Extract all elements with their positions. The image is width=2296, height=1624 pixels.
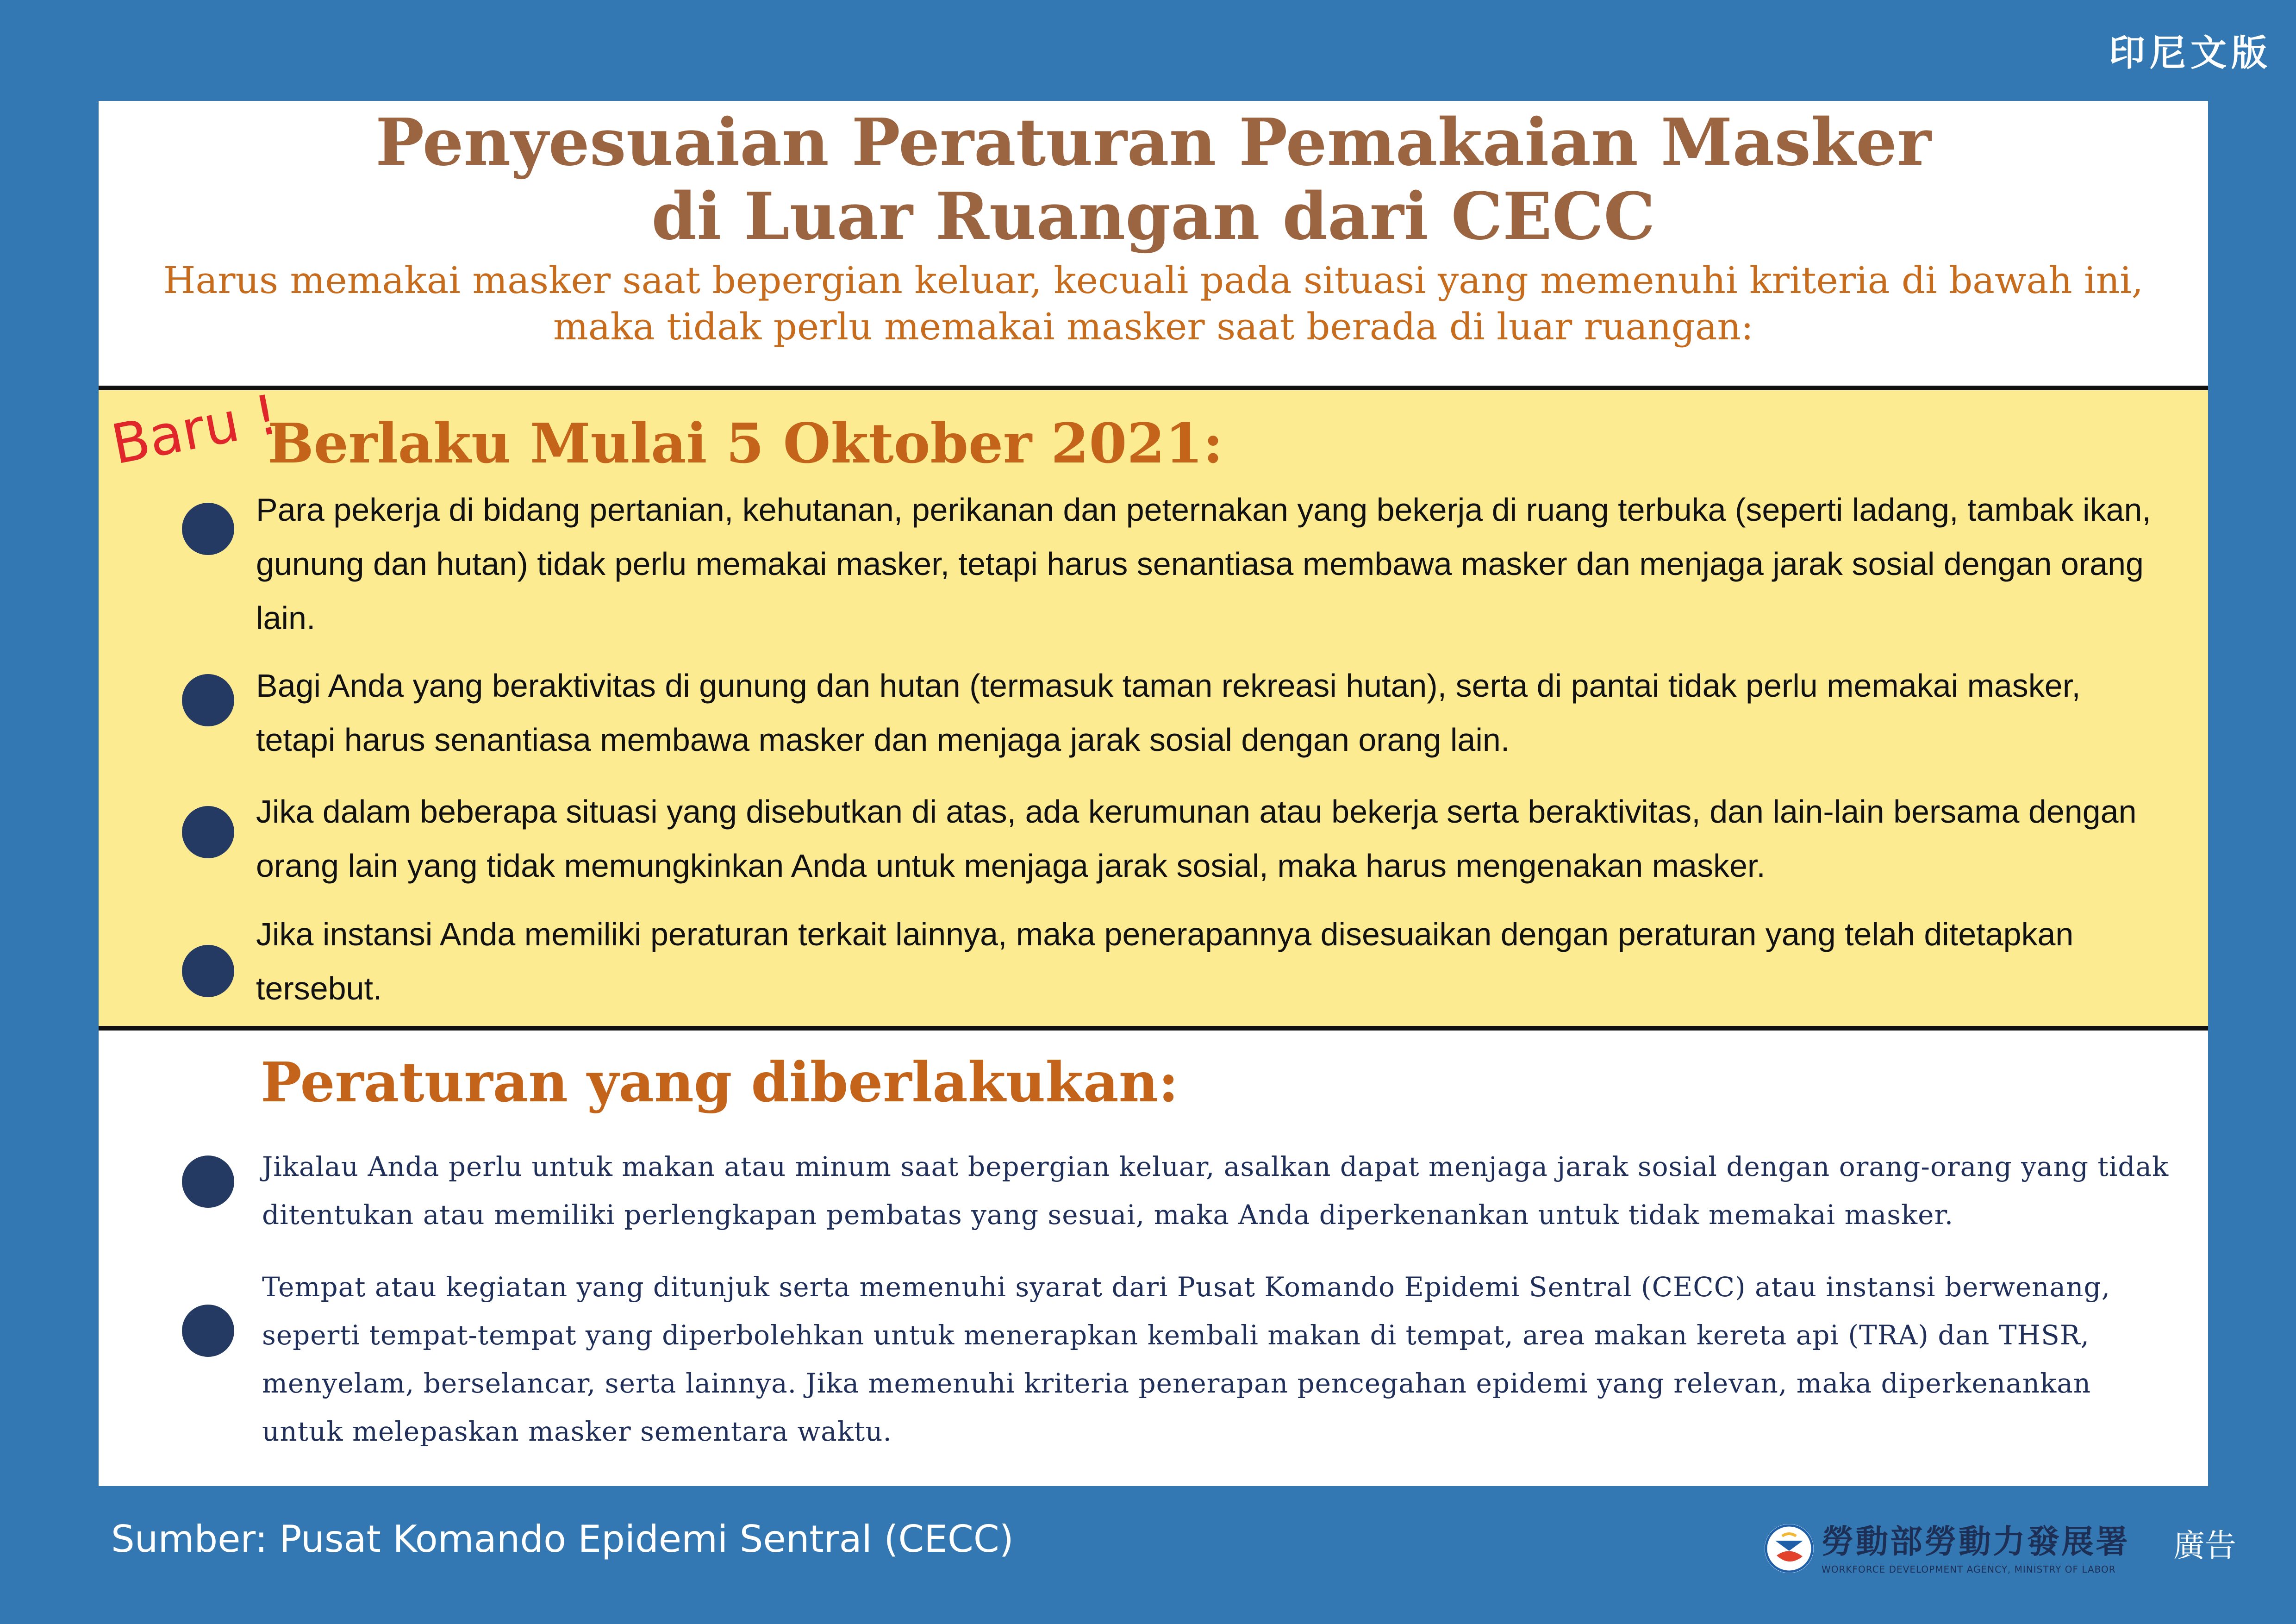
current-rules-title: Peraturan yang diberlakukan: [261,1050,1179,1114]
page-title [99,106,2208,254]
title-line-1: Penyesuaian Peraturan Pemakaian Masker [375,105,1931,181]
current-rule-item-1: Jikalau Anda perlu untuk makan atau minum saat bepergian keluar, asalkan dapat menjaga jarak sosial dengan orang-orang yang tidak ditentukan atau memiliki perlengkapan pembatas yang sesuai, maka Anda diperkenankan untuk tidak memakai masker. [262,1151,2169,1230]
language-tag: 印尼文版 [2109,32,2272,74]
bullet-icon [182,1305,234,1357]
new-rules-section [99,382,2208,1031]
new-rule-item-1: Para pekerja di bidang pertanian, kehutanan, perikanan dan peternakan yang bekerja di ruang terbuka (seperti ladang, tambak ikan, gunung dan hutan) tidak perlu memakai masker, tetapi harus senantiasa membawa masker dan menjaga jarak sosial dengan orang lain. [256,492,2151,636]
current-rule-item-2: Tempat atau kegiatan yang ditunjuk serta memenuhi syarat dari Pusat Komando Epidemi Sentral (CECC) atau instansi berwenang, seperti tempat-tempat yang diperbolehkan untuk menerapkan kembali makan di tempat, area makan kereta api (TRA) dan THSR, menyelam, berselancar, serta lainnya. Jika memenuhi kriteria penerapan pencegahan epidemi yang relevan, maka diperkenankan untuk melepaskan masker sementara waktu. [262,1271,2111,1447]
notice-card [99,101,2208,1486]
title-line-2: di Luar Ruangan dari CECC [651,179,1655,255]
bullet-icon [182,806,234,858]
subtitle-line-2: maka tidak perlu memakai masker saat berada di luar ruangan: [553,305,1753,348]
header [99,101,2208,386]
bullet-icon [182,945,234,997]
bullet-icon [182,503,234,555]
source-note: Sumber: Pusat Komando Epidemi Sentral (CECC) [111,1518,1014,1561]
agency-subtitle: WORKFORCE DEVELOPMENT AGENCY, MINISTRY OF LABOR [1822,1564,2116,1575]
bullet-icon [182,674,234,726]
new-rule-item-3: Jika dalam beberapa situasi yang disebutkan di atas, ada kerumunan atau bekerja serta beraktivitas, dan lain-lain bersama dengan orang lain yang tidak memungkinkan Anda untuk menjaga jarak sosial, maka harus mengenakan masker. [256,793,2137,884]
new-rule-item-4: Jika instansi Anda memiliki peraturan terkait lainnya, maka penerapannya disesuaikan dengan peraturan yang telah ditetapkan tersebut. [256,916,2074,1006]
new-badge: Baru ! [106,382,283,477]
agency-name: 勞動部勞動力發展署 [1822,1523,2130,1561]
new-rules-title: Berlaku Mulai 5 Oktober 2021: [268,411,1223,475]
advertisement-label: 廣告 [2173,1528,2237,1564]
subtitle [117,257,2190,350]
new-rule-item-2: Bagi Anda yang beraktivitas di gunung dan hutan (termasuk taman rekreasi hutan), serta di pantai tidak perlu memakai masker, tetapi harus senantiasa membawa masker dan menjaga jarak sosial dengan orang lain. [256,668,2081,758]
agency-logo-icon [1764,1523,1815,1574]
subtitle-line-1: Harus memakai masker saat bepergian keluar, kecuali pada situasi yang memenuhi kriteria di bawah ini, [163,259,2144,302]
bullet-icon [182,1156,234,1208]
